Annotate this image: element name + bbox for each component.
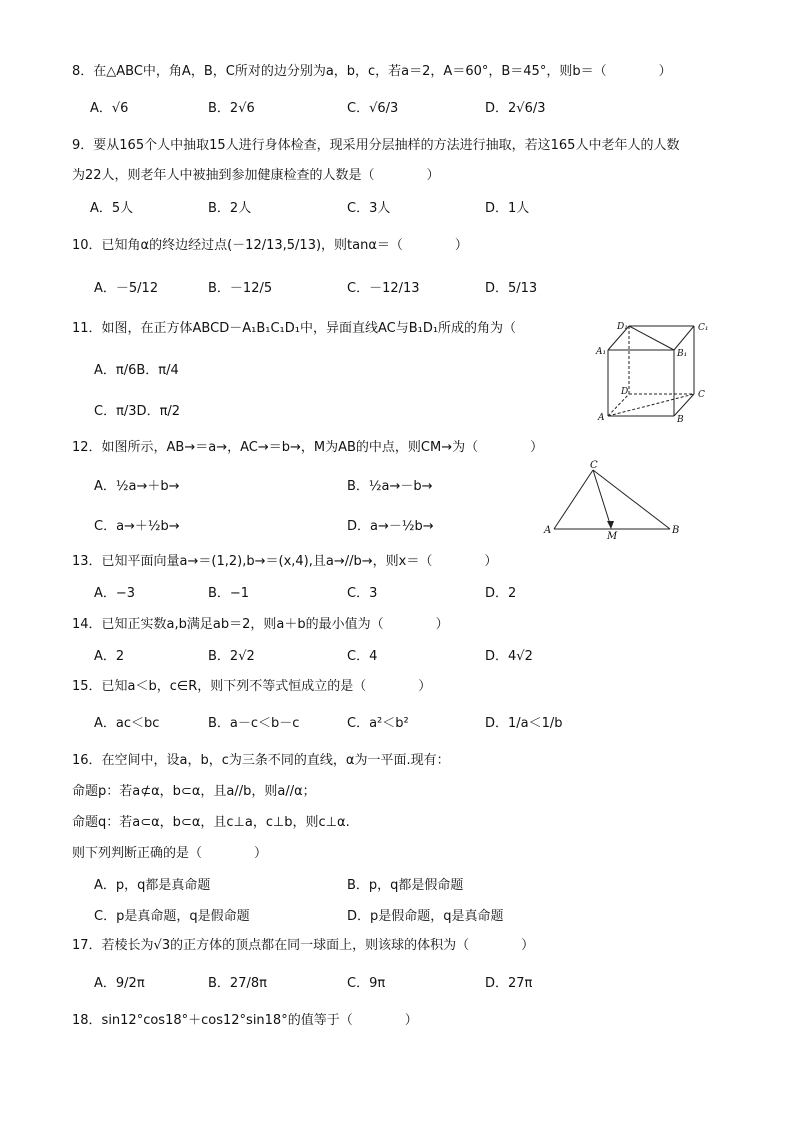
question-14-option-c: C．4 [347, 649, 378, 664]
question-10-option-b: B．－12/5 [208, 281, 273, 296]
question-16-stem-line-4: 则下列判断正确的是（ ） [72, 846, 268, 861]
question-10-option-c: C．－12/13 [347, 281, 420, 296]
question-10-option-d: D．5/13 [485, 281, 538, 296]
question-16-option-b: B．p，q都是假命题 [347, 878, 464, 893]
question-14-stem: 14．已知正实数a,b满足ab＝2，则a＋b的最小值为（ ） [72, 617, 449, 632]
question-17-option-a: A．9/2π [94, 976, 145, 991]
question-16-stem-line-1: 16．在空间中，设a，b，c为三条不同的直线，α为一平面.现有： [72, 753, 450, 768]
question-15-option-b: B．a－c＜b－c [208, 716, 300, 731]
question-17-option-b: B．27/8π [208, 976, 267, 991]
question-9-stem-line-1: 9．要从165个人中抽取15人进行身体检查，现采用分层抽样的方法进行抽取，若这165人中老年人的人数 [72, 138, 680, 153]
question-16-option-a: A．p，q都是真命题 [94, 878, 211, 893]
question-14-option-a: A．2 [94, 649, 125, 664]
triangle-figure [540, 458, 690, 540]
question-9-option-a: A．5人 [90, 201, 134, 216]
question-12-option-b: B．½a→－b→ [347, 479, 433, 494]
cube-label-b1: B₁ [677, 349, 688, 359]
question-16-stem-line-3: 命题q：若a⊂α，b⊂α，且c⊥a，c⊥b，则c⊥α. [72, 815, 350, 830]
question-8-option-d: D．2√6/3 [485, 101, 546, 116]
cube-label-c1: C₁ [698, 323, 709, 333]
question-15-option-a: A．ac＜bc [94, 716, 160, 731]
triangle-label-c: C [590, 460, 598, 471]
question-8-option-c: C．√6/3 [347, 101, 399, 116]
question-8-option-a: A．√6 [90, 101, 129, 116]
question-13-stem: 13．已知平面向量a→＝(1,2),b→＝(x,4),且a→//b→，则x＝（ ） [72, 554, 498, 569]
cube-label-d: D [621, 387, 629, 397]
triangle-label-a: A [544, 525, 552, 536]
question-10-option-a: A．－5/12 [94, 281, 159, 296]
question-16-stem-line-2: 命题p：若a⊄α，b⊂α，且a//b，则a//α； [72, 784, 316, 799]
question-12-option-d: D．a→－½b→ [347, 519, 434, 534]
question-9-stem-line-2: 为22人，则老年人中被抽到参加健康检查的人数是（ ） [72, 168, 440, 183]
cube-label-d1: D₁ [617, 322, 628, 332]
question-12-option-a: A．½a→＋b→ [94, 479, 180, 494]
question-8-stem: 8．在△ABC中，角A，B，C所对的边分别为a，b，c，若a＝2，A＝60°，B＝45°，则b＝（ ） [72, 64, 672, 79]
question-15-option-d: D．1/a＜1/b [485, 716, 563, 731]
question-17-stem: 17．若棱长为√3的正方体的顶点都在同一球面上，则该球的体积为（ ） [72, 938, 535, 953]
triangle-label-b: B [672, 525, 680, 536]
question-17-option-c: C．9π [347, 976, 386, 991]
question-13-option-c: C．3 [347, 586, 378, 601]
question-12-option-c: C．a→＋½b→ [94, 519, 180, 534]
question-15-stem: 15．已知a＜b，c∈R，则下列不等式恒成立的是（ ） [72, 679, 432, 694]
question-12-stem: 12．如图所示，AB→＝a→，AC→＝b→，M为AB的中点，则CM→为（ ） [72, 440, 544, 455]
question-18-stem: 18．sin12°cos18°＋cos12°sin18°的值等于（ ） [72, 1013, 418, 1028]
question-13-option-b: B．−1 [208, 586, 250, 601]
question-8-option-b: B．2√6 [208, 101, 255, 116]
question-14-option-b: B．2√2 [208, 649, 255, 664]
question-11-stem: 11．如图，在正方体ABCD－A₁B₁C₁D₁中，异面直线AC与B₁D₁所成的角为（ [72, 321, 517, 336]
question-9-option-d: D．1人 [485, 201, 530, 216]
question-17-option-d: D．27π [485, 976, 533, 991]
cube-label-c: C [698, 390, 705, 400]
question-9-option-c: C．3人 [347, 201, 391, 216]
cube-label-a1: A₁ [596, 347, 607, 357]
cube-label-b: B [677, 415, 684, 425]
question-9-option-b: B．2人 [208, 201, 252, 216]
question-14-option-d: D．4√2 [485, 649, 533, 664]
question-15-option-c: C．a²＜b² [347, 716, 409, 731]
cube-figure [592, 318, 712, 428]
question-13-option-a: A．−3 [94, 586, 136, 601]
question-13-option-d: D．2 [485, 586, 517, 601]
question-16-option-d: D．p是假命题，q是真命题 [347, 909, 504, 924]
question-16-option-c: C．p是真命题，q是假命题 [94, 909, 250, 924]
triangle-label-m: M [607, 531, 618, 540]
question-11-options-cd: C．π/3D．π/2 [94, 404, 181, 419]
question-11-options-ab: A．π/6B．π/4 [94, 363, 179, 378]
cube-label-a: A [598, 413, 605, 423]
question-10-stem: 10．已知角α的终边经过点(－12/13,5/13)，则tanα＝（ ） [72, 238, 468, 253]
